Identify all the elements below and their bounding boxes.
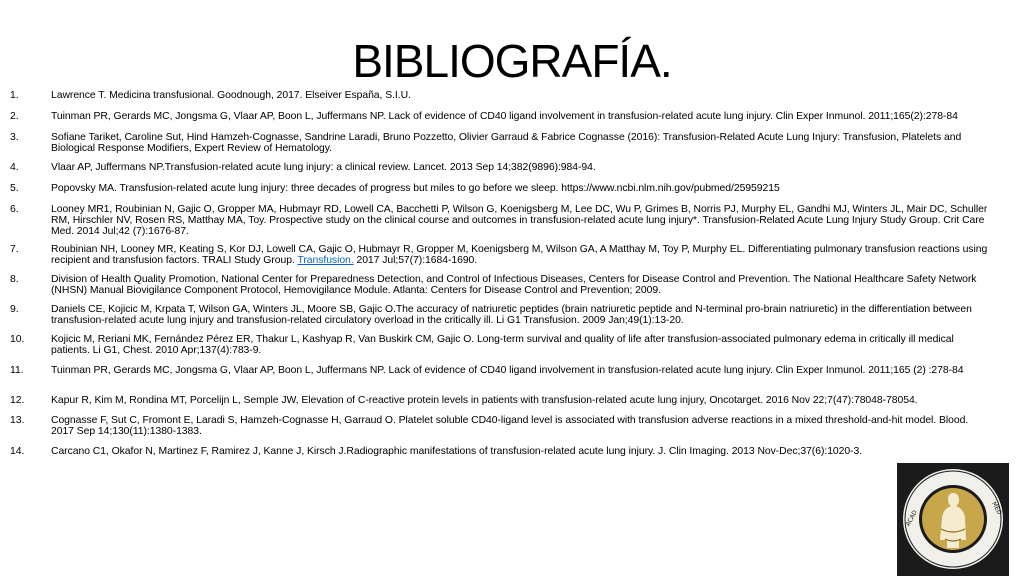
list-item (10, 275, 992, 297)
reference-number: 14. (10, 446, 25, 457)
reference-number: 11. (10, 365, 24, 376)
reference-text: Carcano C1, Okafor N, Martinez F, Ramirez J, Kanne J, Kirsch J.Radiographic manifestations of transfusion-related acute lung injury. J. Clin Imaging. 2013 Nov-Dec;37(6):1020-3. (51, 446, 863, 457)
list-item (10, 184, 992, 195)
svg-text:ACAD: ACAD (904, 509, 919, 528)
reference-text: Kojicic M, Reriani MK, Fernández Pérez ER, Thakur L, Kashyap R, Van Buskirk CM, Gajic O. Long-term survival and quality of life after transfusion-associated pulmonary edema in critically ill medical patients. Li G1, Chest. 2010 Apr;137(4):783-9. (51, 334, 954, 356)
list-item (10, 447, 992, 458)
list-item (10, 112, 992, 123)
reference-number: 3. (10, 132, 19, 143)
reference-text: Tuinman PR, Gerards MC, Jongsma G, Vlaar AP, Boon L, Juffermans NP. Lack of evidence of CD40 ligand involvement in transfusion-related acute lung injury. Clin Exper Inmunol. 2011;165(2):278-84 (51, 111, 958, 122)
reference-text: Vlaar AP, Juffermans NP.Transfusion-related acute lung injury: a clinical review. Lancet. 2013 Sep 14;382(9896):984-94. (51, 162, 596, 173)
reference-text (51, 245, 992, 267)
reference-number: 13. (10, 415, 25, 426)
reference-text: Cognasse F, Sut C, Fromont E, Laradi S, Hamzeh-Cognasse H, Garraud O. Platelet soluble CD40-ligand level is associated with transfusion adverse reactions in a mixed threshold-and-hit model. Blood. 2017 Sep 14;130(11):1380-1383. (51, 415, 969, 437)
list-item (10, 133, 992, 155)
reference-number: 2. (10, 111, 19, 122)
list-item (10, 205, 992, 237)
reference-text: Sofiane Tariket, Caroline Sut, Hind Hamzeh-Cognasse, Sandrine Laradi, Bruno Pozzetto, Olivier Garraud & Fabrice Cognasse (2016): Transfusion-Related Acute Lung Injury: Transfusion, Platelets and Biological Response Modifiers, Expert Review of Hematology. (51, 132, 962, 154)
page-title: BIBLIOGRAFÍA. (352, 35, 672, 87)
transfusion-journal-link[interactable]: Transfusion. (297, 254, 354, 266)
reference-number: 6. (10, 204, 19, 215)
list-item (10, 305, 992, 327)
reference-number: 4. (10, 162, 19, 173)
reference-number: 1. (10, 90, 19, 101)
list-item (10, 416, 992, 438)
seal-emblem-icon (897, 463, 1009, 576)
reference-text-after: 2017 Jul;57(7):1684-1690. (353, 254, 478, 266)
reference-number: 12. (10, 395, 25, 406)
reference-text: Looney MR1, Roubinian N, Gajic O, Gropper MA, Hubmayr RD, Lowell CA, Bacchetti P, Wilson G, Koenigsberg M, Lee DC, Wu P, Grimes B, Norris PJ, Murphy EL, Gandhi MJ, Winters JL, Mair DC, Schuller RM, Hirschler NV, Rosen RS, Matthay MA, Toy. Prospective study on the clinical course and outcomes in transfusion-related acute lung injury*. Transfusion-Related Acute Lung Injury Study Group. Crit Care Med. 2014 Jul;42 (7):1676-87. (51, 204, 988, 237)
list-item (10, 91, 992, 102)
list-item (10, 245, 992, 267)
list-item (10, 366, 992, 377)
list-item (10, 335, 992, 357)
reference-text: Popovsky MA. Transfusion-related acute lung injury: three decades of progress but miles to go before we sleep. https://www.ncbi.nlm.nih.gov/pubmed/25959215 (51, 183, 780, 194)
reference-text: Tuinman PR, Gerards MC, Jongsma G, Vlaar AP, Boon L, Juffermans NP. Lack of evidence of CD40 ligand involvement in transfusion-related acute lung injury. Clin Exper Inmunol. 2011;165 (2) :278-84 (51, 365, 964, 376)
reference-number: 9. (10, 304, 19, 315)
reference-text: Division of Health Quality Promotion, National Center for Preparedness Detection, and Control of Infectious Diseases, Centers for Disease Control and Prevention. The National Healthcare Safety Network (NHSN) Manual Biovigilance Component Protocol, Hemovigilance Module. Atlanta: Centers for Disease Control and Prevention; 2009. (51, 274, 977, 296)
reference-number: 10. (10, 334, 25, 345)
reference-number: 8. (10, 274, 19, 285)
reference-number: 7. (10, 244, 19, 255)
list-item (10, 396, 992, 407)
reference-text: Kapur R, Kim M, Rondina MT, Porcelijn L, Semple JW, Elevation of C-reactive protein levels in patients with transfusion-related acute lung injury, Oncotarget. 2016 Nov 22;7(47):78048-78054. (51, 395, 918, 406)
reference-text: Lawrence T. Medicina transfusional. Goodnough, 2017. Elseiver España, S.I.U. (51, 90, 411, 101)
reference-text-before: Roubinian NH, Looney MR, Keating S, Kor DJ, Lowell CA, Gajic O, Hubmayr R, Gropper M, Koenigsberg M, Wilson GA, A Matthay M, Toy P, Murphy EL. Differentiating pulmonary transfusion reactions using recipient and transfusion factors. TRALI Study Group. (51, 244, 988, 266)
list-item (10, 163, 992, 174)
reference-text: Daniels CE, Kojicic M, Krpata T, Wilson GA, Winters JL, Moore SB, Gajic O.The accuracy of natriuretic peptides (brain natriuretic peptide and N-terminal pro-brain natriuretic) in the differentiation between transfusion-related acute lung injury and transfusion-related circulatory overload in the critically ill. Li G1 Transfusion. 2009 Jan;49(1):13-20. (51, 304, 972, 326)
reference-number: 5. (10, 183, 19, 194)
academia-seal-logo (897, 463, 1009, 576)
svg-text:MED: MED (990, 500, 1003, 516)
